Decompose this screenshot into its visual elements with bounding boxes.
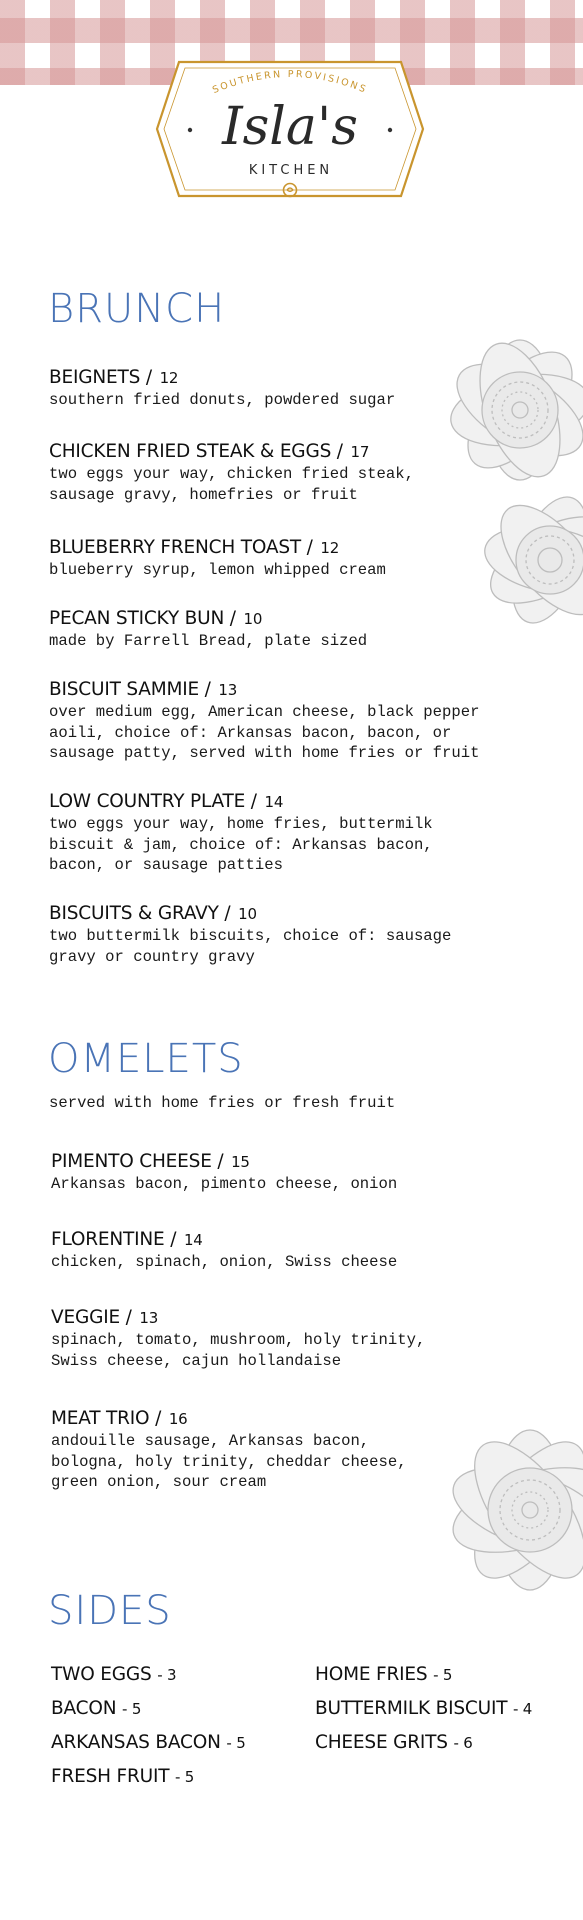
side-item: BACON - 5 — [51, 1698, 142, 1719]
brunch-section-title: BRUNCH — [48, 286, 226, 332]
item-name: BLUEBERRY FRENCH TOAST — [49, 537, 301, 558]
side-item: ARKANSAS BACON - 5 — [51, 1732, 246, 1753]
omelets-section-title: OMELETS — [48, 1036, 244, 1082]
item-price: 14 — [264, 793, 284, 811]
side-price: 6 — [463, 1734, 473, 1752]
side-name: CHEESE GRITS — [315, 1732, 448, 1753]
side-name: ARKANSAS BACON — [51, 1732, 221, 1753]
item-description: two eggs your way, home fries, buttermilk biscuit & jam, choice of: Arkansas bacon, bacon, or sausage patties — [49, 815, 433, 874]
item-price: 16 — [168, 1410, 188, 1428]
side-name: HOME FRIES — [315, 1664, 428, 1685]
item-description: two eggs your way, chicken fried steak, sausage gravy, homefries or fruit — [49, 465, 414, 504]
menu-item: FLORENTINE / 14 chicken, spinach, onion, Swiss cheese — [51, 1228, 551, 1273]
logo-subtitle: KITCHEN — [248, 163, 334, 178]
item-price: 13 — [139, 1309, 159, 1327]
item-name: BISCUIT SAMMIE — [49, 679, 199, 700]
menu-item: BISCUITS & GRAVY / 10 two buttermilk biscuits, choice of: sausage gravy or country gravy — [49, 902, 549, 967]
menu-item: PECAN STICKY BUN / 10 made by Farrell Bread, plate sized — [49, 607, 549, 652]
item-description: two buttermilk biscuits, choice of: sausage gravy or country gravy — [49, 927, 452, 966]
menu-item: LOW COUNTRY PLATE / 14 two eggs your way, home fries, buttermilk biscuit & jam, choice of: Arkansas bacon, bacon, or sausage patties — [49, 790, 549, 876]
item-name: PIMENTO CHEESE — [51, 1151, 218, 1172]
side-price: 5 — [442, 1666, 453, 1684]
logo-name: Isla's — [222, 97, 358, 157]
menu-item: CHICKEN FRIED STEAK & EGGS / 17 two eggs your way, chicken fried steak, sausage gravy, homefries or fruit — [49, 440, 549, 505]
item-description: spinach, tomato, mushroom, holy trinity, Swiss cheese, cajun hollandaise — [51, 1331, 426, 1370]
item-price: 10 — [238, 905, 257, 923]
item-price: 10 — [243, 610, 263, 628]
logo-tagline: SOUTHERN PROVISIONS — [210, 68, 370, 96]
item-price: 13 — [218, 681, 238, 699]
item-name: MEAT TRIO — [51, 1408, 150, 1429]
side-item: TWO EGGS - 3 — [51, 1664, 177, 1685]
item-price: 15 — [231, 1153, 250, 1171]
side-price: 5 — [184, 1768, 195, 1786]
item-description: Arkansas bacon, pimento cheese, onion — [51, 1175, 398, 1193]
side-name: BUTTERMILK BISCUIT — [315, 1698, 508, 1719]
side-item: CHEESE GRITS - 6 — [315, 1732, 473, 1753]
item-description: over medium egg, American cheese, black pepper aoili, choice of: Arkansas bacon, bacon, or sausage patty, served with home fries or fruit — [49, 703, 480, 762]
side-item: FRESH FRUIT - 5 — [51, 1766, 195, 1787]
item-description: andouille sausage, Arkansas bacon, bologna, holy trinity, cheddar cheese, green onion, sour cream — [51, 1432, 407, 1491]
item-price: 14 — [183, 1231, 203, 1249]
side-item: BUTTERMILK BISCUIT - 4 — [315, 1698, 533, 1719]
islas-kitchen-logo — [145, 34, 435, 224]
side-name: TWO EGGS — [51, 1664, 152, 1685]
item-price: 12 — [159, 369, 179, 387]
side-price: 4 — [522, 1700, 533, 1718]
item-name: FLORENTINE — [51, 1229, 165, 1250]
item-name: BEIGNETS — [49, 367, 141, 388]
side-name: FRESH FRUIT — [51, 1766, 170, 1787]
menu-item: BEIGNETS / 12 southern fried donuts, powdered sugar — [49, 366, 549, 411]
side-name: BACON — [51, 1698, 117, 1719]
menu-item: VEGGIE / 13 spinach, tomato, mushroom, holy trinity, Swiss cheese, cajun hollandaise — [51, 1306, 551, 1371]
item-price: 12 — [320, 539, 340, 557]
item-name: LOW COUNTRY PLATE — [49, 791, 246, 812]
item-name: PECAN STICKY BUN — [49, 608, 225, 629]
item-price: 17 — [350, 443, 370, 461]
menu-item: BISCUIT SAMMIE / 13 over medium egg, American cheese, black pepper aoili, choice of: Arkansas bacon, bacon, or sausage patty, served with home fries or fruit — [49, 678, 549, 764]
side-price: 5 — [236, 1734, 246, 1752]
omelets-note: served with home fries or fresh fruit — [49, 1094, 396, 1112]
menu-item: BLUEBERRY FRENCH TOAST / 12 blueberry syrup, lemon whipped cream — [49, 536, 549, 581]
item-description: made by Farrell Bread, plate sized — [49, 632, 368, 650]
item-description: blueberry syrup, lemon whipped cream — [49, 561, 386, 579]
item-name: VEGGIE — [51, 1307, 120, 1328]
item-name: BISCUITS & GRAVY — [49, 903, 219, 924]
menu-item: MEAT TRIO / 16 andouille sausage, Arkansas bacon, bologna, holy trinity, cheddar cheese, green onion, sour cream — [51, 1407, 551, 1493]
menu-item: PIMENTO CHEESE / 15 Arkansas bacon, pimento cheese, onion — [51, 1150, 551, 1195]
side-price: 3 — [167, 1666, 177, 1684]
sides-section-title: SIDES — [48, 1588, 172, 1634]
item-description: southern fried donuts, powdered sugar — [49, 391, 396, 409]
item-name: CHICKEN FRIED STEAK & EGGS — [49, 441, 332, 462]
side-price: 5 — [131, 1700, 142, 1718]
side-item: HOME FRIES - 5 — [315, 1664, 453, 1685]
item-description: chicken, spinach, onion, Swiss cheese — [51, 1253, 398, 1271]
